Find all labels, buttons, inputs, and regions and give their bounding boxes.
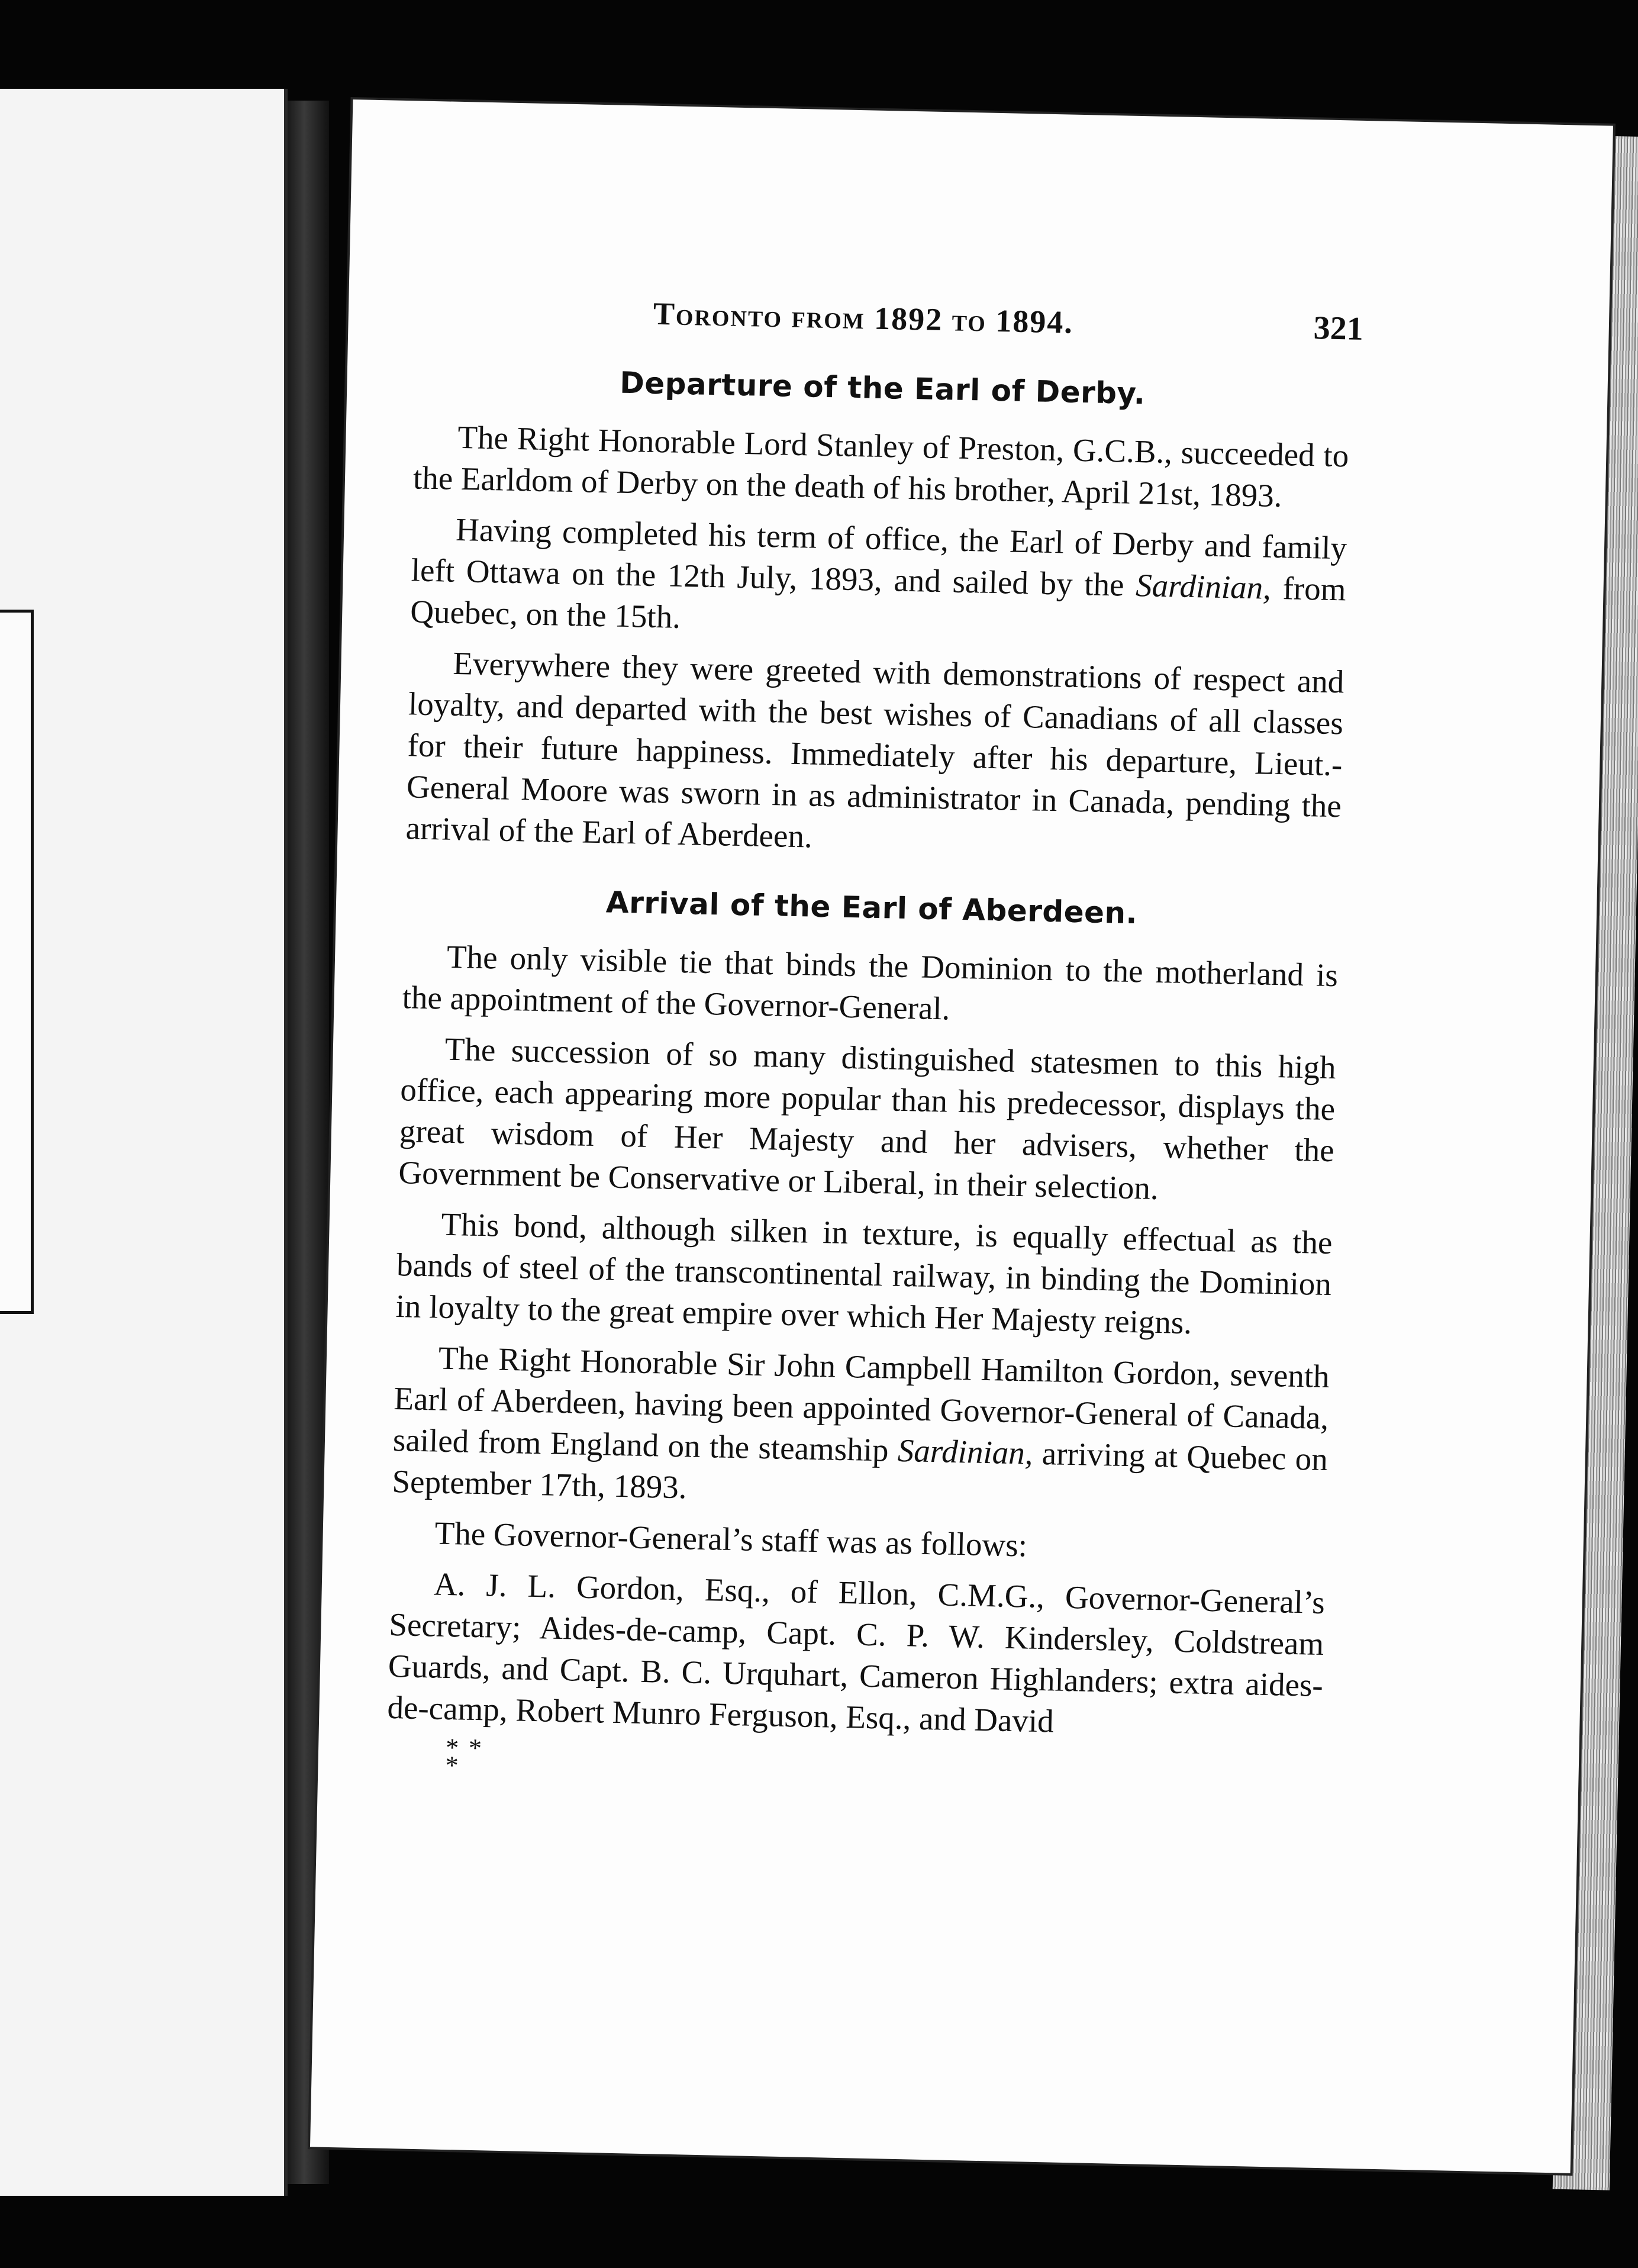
- paragraph: [391, 1512, 1326, 1573]
- paragraph-text: Having completed his term of office, the Earl of Derby and family left Ottawa on the 12th July, 1893, and sailed by the: [411, 511, 1347, 603]
- paragraph-text: The Governor-General’s staff was as follows:: [434, 1515, 1028, 1564]
- ship-name: Sardinian,: [897, 1432, 1034, 1471]
- paragraph: [398, 1027, 1337, 1213]
- paragraph: [405, 642, 1344, 868]
- section-heading-derby: Departure of the Earl of Derby.: [619, 365, 1146, 411]
- paragraph-text: arriving at Quebec on September 17th, 1893.: [391, 1435, 1329, 1506]
- ship-name: Sardinian,: [1135, 566, 1272, 606]
- paragraph-text: Everywhere they were greeted with demonstrations of respect and loyalty, and departed with the best wishes of Canadians of all classes for their future happiness. Immediately after his departure, Lieut.-General Moore was sworn in as administrator in Canada, pending the arrival of the Earl of Aberdeen.: [405, 645, 1344, 855]
- signature-mark-glyphs: * * *: [445, 1732, 485, 1780]
- paragraph-text: A. J. L. Gordon, Esq., of Ellon, C.M.G., Governor-General’s Secretary; Aides-de-camp, Capt. C. P. W. Kindersley, Coldstream Guards, and Capt. B. C. Urquhart, Cameron Highlanders; extra aides-de-camp, Robert Munro Ferguson, Esq., and David: [386, 1565, 1326, 1739]
- book-page: [310, 99, 1613, 2173]
- paragraph: [387, 1563, 1326, 1748]
- previous-page-edge: [0, 89, 288, 2196]
- previous-page-frame: [0, 610, 34, 1314]
- paragraph-text: The succession of so many distinguished statesmen to this high office, each appearing more popular than his predecessor, displays the great wisdom of Her Majesty and her advisers, whether the Government be Conservative or Liberal, in their selection.: [398, 1030, 1337, 1206]
- section-heading-aberdeen: Arrival of the Earl of Aberdeen.: [605, 885, 1138, 931]
- paragraph-text: The Right Honorable Sir John Campbell Hamilton Gordon, seventh Earl of Aberdeen, having been appointed Governor-General of Canada, sailed from England on the steamship: [392, 1339, 1330, 1468]
- running-head-title: Toronto from 1892 to 1894.: [653, 295, 1074, 340]
- paragraph-text: The Right Honorable Lord Stanley of Preston, G.C.B., succeeded to the Earldom of Derby on the death of his brother, April 21st, 1893.: [412, 418, 1349, 514]
- paragraph: [412, 415, 1349, 518]
- page-number: 321: [1313, 310, 1364, 347]
- paragraph-text: This bond, although silken in texture, is equally effectual as the bands of steel of the transcontinental railway, in binding the Dominion in loyalty to the great empire over which Her Majesty reigns.: [395, 1206, 1333, 1341]
- paragraph: [395, 1203, 1333, 1346]
- paragraph: [392, 1336, 1330, 1522]
- running-head: [416, 290, 1364, 363]
- page-text-block: [386, 290, 1364, 1793]
- paragraph-text: The only visible tie that binds the Dominion to the motherland is the appointment of the Governor-General.: [402, 938, 1339, 1027]
- signature-mark: [445, 1732, 1321, 1793]
- paragraph-text: from Quebec, on the 15th.: [410, 569, 1347, 635]
- paragraph: [402, 935, 1339, 1038]
- paragraph: [410, 508, 1347, 652]
